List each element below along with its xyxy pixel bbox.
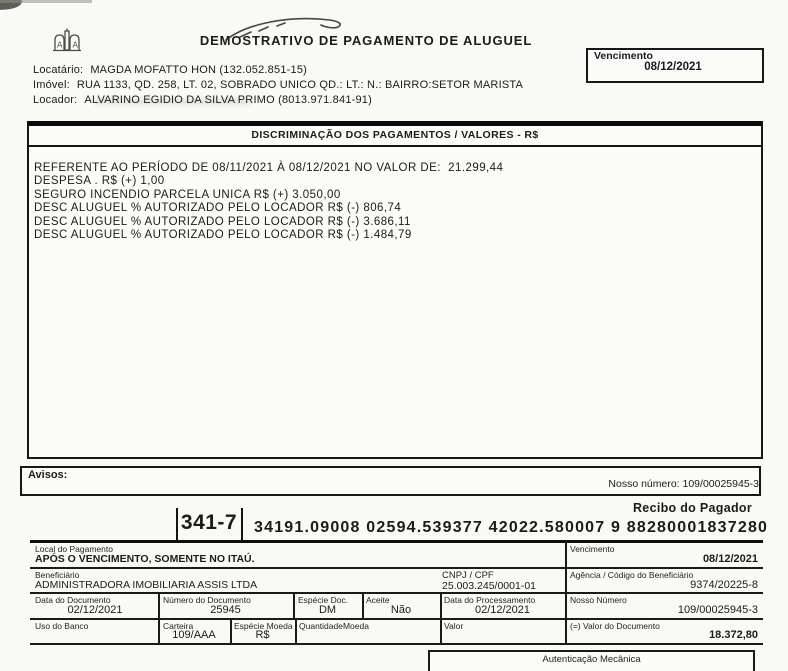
imovel-label: Imóvel: xyxy=(33,79,70,91)
data-processamento-value: 02/12/2021 xyxy=(474,604,531,616)
grid-line xyxy=(30,592,763,594)
carteira-value: 109/AAA xyxy=(172,629,216,641)
cnpj-cpf-label: CNPJ / CPF xyxy=(442,570,494,581)
grid-line xyxy=(30,618,763,620)
data-processamento-label: Data do Processamento xyxy=(444,595,536,605)
document-title: DEMOSTRATIVO DE PAGAMENTO DE ALUGUEL xyxy=(199,33,533,48)
numero-documento-value: 25945 xyxy=(210,604,241,616)
grid-line xyxy=(30,567,763,569)
grid-line xyxy=(565,541,567,643)
vencimento-value: 08/12/2021 xyxy=(702,553,758,565)
logo-letter: A xyxy=(57,40,63,50)
grid-line xyxy=(30,643,763,645)
locatario-label: Locatário: xyxy=(33,64,84,76)
party-line-imovel xyxy=(33,79,523,91)
party-line-locatario xyxy=(33,64,307,76)
autenticacao-mecanica-box xyxy=(428,650,755,671)
discriminacao-box xyxy=(27,121,763,459)
grid-line xyxy=(30,540,763,543)
statement-line: REFERENTE AO PERÍODO DE 08/11/2021 À 08/12/2021 NO VALOR DE: 21.299,44 xyxy=(34,162,504,174)
locador-label: Locador: xyxy=(33,94,78,106)
data-documento-label: Data do Documento xyxy=(35,595,111,605)
statement-line: DESC ALUGUEL % AUTORIZADO PELO LOCADOR R$ (-) 1.484,79 xyxy=(34,229,412,242)
digitable-line: 34191.09008 02594.539377 42022.580007 9 88280001837280 xyxy=(254,519,769,536)
bank-code-divider xyxy=(241,508,243,541)
avisos-label: Avisos: xyxy=(28,469,68,481)
cnpj-cpf-value: 25.003.245/0001-01 xyxy=(442,580,537,592)
agencia-codigo-label: Agência / Código do Beneficiário xyxy=(570,570,694,580)
pen-scribble-mark xyxy=(218,10,348,46)
autenticacao-mecanica-label: Autenticação Mecânica xyxy=(542,654,641,665)
company-logo-icon xyxy=(52,28,82,54)
numero-documento-label: Número do Documento xyxy=(163,595,251,605)
carteira-label: Carteira xyxy=(163,621,194,631)
beneficiario-label: Beneficiário xyxy=(35,570,80,580)
agencia-codigo-value: 9374/20225-8 xyxy=(690,579,758,591)
valor-documento-label: (=) Valor do Documento xyxy=(570,621,660,631)
valor-documento-value: 18.372,80 xyxy=(709,629,758,641)
vencimento-box-value: 08/12/2021 xyxy=(644,61,702,73)
discriminacao-header: DISCRIMINAÇÃO DOS PAGAMENTOS / VALORES - R$ xyxy=(29,126,761,147)
grid-line xyxy=(440,618,442,643)
vencimento-label: Vencimento xyxy=(570,544,615,554)
svg-text:A: A xyxy=(72,40,78,50)
nosso-numero-value: 109/00025945-3 xyxy=(677,604,758,616)
quantidade-moeda-label: QuantidadeMoeda xyxy=(299,621,369,631)
aceite-label: Aceite xyxy=(366,595,390,605)
vencimento-box-label: Vencimento xyxy=(594,50,653,62)
uso-banco-label: Uso do Banco xyxy=(35,621,89,631)
recibo-do-pagador-label: Recibo do Pagador xyxy=(632,501,752,515)
especie-doc-label: Espécie Doc. xyxy=(298,595,349,605)
local-pagamento-label: Local do Pagamento xyxy=(35,544,113,554)
imovel-value: RUA 1133, QD. 258, LT. 02, SOBRADO UNICO QD.: LT.: N.: BAIRRO:SETOR MARISTA xyxy=(76,79,524,91)
local-pagamento-value: APÓS O VENCIMENTO, SOMENTE NO ITAÚ. xyxy=(35,553,255,565)
data-documento-value: 02/12/2021 xyxy=(67,604,123,616)
nosso-numero-label: Nosso Número xyxy=(570,595,627,605)
statement-line: SEGURO INCENDIO PARCELA UNICA R$ (+) 3.050,00 xyxy=(34,188,341,201)
aceite-value: Não xyxy=(390,604,412,616)
beneficiario-value: ADMINISTRADORA IMOBILIARIA ASSIS LTDA xyxy=(35,579,258,591)
especie-moeda-label: Espécie Moeda xyxy=(234,621,293,631)
locador-value: ALVARINO EGIDIO DA SILVA PRIMO (8013.971.841-91) xyxy=(84,94,372,106)
statement-line: DESPESA . R$ (+) 1,00 xyxy=(34,175,165,188)
grid-line xyxy=(295,618,297,643)
party-line-locador xyxy=(33,94,372,106)
scan-edge-artifact xyxy=(0,0,92,3)
locatario-value: MAGDA MOFATTO HON (132.052.851-15) xyxy=(90,64,307,76)
bank-code: 341-7 xyxy=(180,511,238,534)
statement-line: DESC ALUGUEL % AUTORIZADO PELO LOCADOR R$ (-) 806,74 xyxy=(34,202,402,215)
statement-line: DESC ALUGUEL % AUTORIZADO PELO LOCADOR R$ (-) 3.686,11 xyxy=(34,215,411,228)
nosso-numero-avisos: Nosso número: 109/00025945-3 xyxy=(608,478,759,490)
discriminacao-body xyxy=(29,147,761,242)
especie-doc-value: DM xyxy=(318,604,337,616)
valor-label: Valor xyxy=(444,621,464,631)
especie-moeda-value: R$ xyxy=(255,629,270,641)
